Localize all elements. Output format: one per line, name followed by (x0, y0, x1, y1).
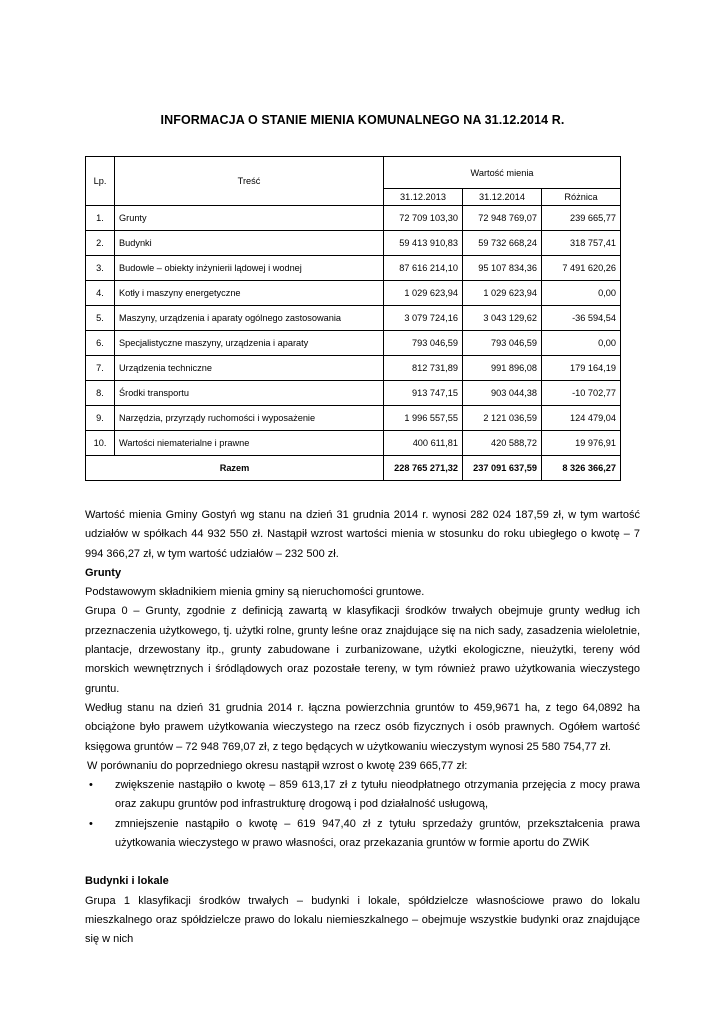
total-roznica: 8 326 366,27 (542, 456, 621, 481)
row-2014: 903 044,38 (463, 381, 542, 406)
row-2013: 913 747,15 (384, 381, 463, 406)
row-lp: 9. (86, 406, 115, 431)
row-tresc: Urządzenia techniczne (115, 356, 384, 381)
table-row (86, 231, 621, 256)
bullet-icon: • (89, 779, 93, 792)
header-2014: 31.12.2014 (463, 189, 542, 206)
change-list (85, 776, 640, 853)
grunty-paragraph-1: Podstawowym składnikiem mienia gminy są nieruchomości gruntowe. (85, 586, 425, 599)
row-lp: 5. (86, 306, 115, 331)
section-heading-grunty: Grunty (85, 566, 122, 579)
row-roznica: 318 757,41 (542, 231, 621, 256)
row-2014: 72 948 769,07 (463, 206, 542, 231)
total-label: Razem (86, 456, 384, 481)
row-tresc: Budynki (115, 231, 384, 256)
intro-paragraph: Wartość mienia Gminy Gostyń wg stanu na dzień 31 grudnia 2014 r. wynosi 282 024 187,59 zł, w tym wartość udziałów w spółkach 44 932 550 zł. Nastąpił wzrost wartości mienia w stosunku do roku ubiegłego o kwotę – 7 994 366,27 zł, w tym wartość udziałów – 232 500 zł. (85, 509, 640, 560)
row-roznica: 124 479,04 (542, 406, 621, 431)
header-lp: Lp. (86, 157, 115, 206)
table-row (86, 331, 621, 356)
row-tresc: Narzędzia, przyrządy ruchomości i wyposażenie (115, 406, 384, 431)
row-2013: 72 709 103,30 (384, 206, 463, 231)
total-2013: 228 765 271,32 (384, 456, 463, 481)
row-2013: 1 996 557,55 (384, 406, 463, 431)
row-lp: 1. (86, 206, 115, 231)
row-2013: 87 616 214,10 (384, 256, 463, 281)
row-lp: 6. (86, 331, 115, 356)
bullet-icon: • (89, 817, 93, 830)
row-roznica: -36 594,54 (542, 306, 621, 331)
row-roznica: 7 491 620,26 (542, 256, 621, 281)
budynki-paragraph-1: Grupa 1 klasyfikacji środków trwałych – budynki i lokale, spółdzielcze własnościowe prawo do lokalu mieszkalnego oraz spółdzielcze prawo do lokalu niemieszkalnego – obejmuje wszystkie budynki oraz znajdujące się w nich (85, 894, 640, 946)
list-item-text: zmniejszenie nastąpiło o kwotę – 619 947,40 zł z tytułu sprzedaży gruntów, przekształcenia prawa użytkowania wieczystego w prawo własności, oraz przekazania gruntów w formie aportu do ZWiK (115, 817, 640, 850)
header-wartosc: Wartość mienia (384, 157, 621, 189)
row-lp: 10. (86, 431, 115, 456)
property-table (85, 156, 621, 481)
table-row (86, 406, 621, 431)
section-heading-budynki: Budynki i lokale (85, 875, 169, 888)
table-row (86, 206, 621, 231)
row-roznica: 0,00 (542, 281, 621, 306)
row-tresc: Wartości niematerialne i prawne (115, 431, 384, 456)
row-2014: 95 107 834,36 (463, 256, 542, 281)
row-roznica: 19 976,91 (542, 431, 621, 456)
header-tresc: Treść (115, 157, 384, 206)
row-2013: 400 611,81 (384, 431, 463, 456)
header-2013: 31.12.2013 (384, 189, 463, 206)
row-tresc: Kotły i maszyny energetyczne (115, 281, 384, 306)
row-lp: 8. (86, 381, 115, 406)
row-2014: 991 896,08 (463, 356, 542, 381)
header-roznica: Różnica (542, 189, 621, 206)
row-tresc: Specjalistyczne maszyny, urządzenia i aparaty (115, 331, 384, 356)
row-2014: 2 121 036,59 (463, 406, 542, 431)
row-tresc: Budowle – obiekty inżynierii lądowej i wodnej (115, 256, 384, 281)
row-lp: 4. (86, 281, 115, 306)
table-row (86, 356, 621, 381)
row-tresc: Maszyny, urządzenia i aparaty ogólnego zastosowania (115, 306, 384, 331)
row-roznica: 179 164,19 (542, 356, 621, 381)
table-row (86, 306, 621, 331)
row-lp: 7. (86, 356, 115, 381)
list-item-text: zwiększenie nastąpiło o kwotę – 859 613,17 zł z tytułu nieodpłatnego otrzymania przejęcia z mocy prawa oraz zakupu gruntów pod infrastrukturę drogową i pod działalność usługową, (115, 779, 640, 811)
row-2013: 793 046,59 (384, 331, 463, 356)
row-roznica: 0,00 (542, 331, 621, 356)
row-2013: 3 079 724,16 (384, 306, 463, 331)
table-row (86, 431, 621, 456)
table-row (86, 281, 621, 306)
page-title: INFORMACJA O STANIE MIENIA KOMUNALNEGO NA 31.12.2014 R. (160, 113, 565, 127)
table-row (86, 381, 621, 406)
row-roznica: -10 702,77 (542, 381, 621, 406)
grunty-paragraph-2: Grupa 0 – Grunty, zgodnie z definicją zawartą w klasyfikacji środków trwałych obejmuje grunty według ich przeznaczenia użytkowego, tj. użytki rolne, grunty leśne oraz znajdujące się na nich sady, zasadzenia wieloletnie, plantacje, drzewostany itp., grunty zabudowane i zurbanizowane, użytki ekologiczne, nieużytki, tereny wód morskich wewnętrznych i śródlądowych oraz pozostałe tereny, w tym również prawo użytkowania wieczystego gruntu. (85, 605, 640, 695)
row-2014: 420 588,72 (463, 431, 542, 456)
list-item (85, 776, 640, 815)
row-tresc: Środki transportu (115, 381, 384, 406)
row-lp: 2. (86, 231, 115, 256)
row-2013: 59 413 910,83 (384, 231, 463, 256)
grunty-paragraph-4: W porównaniu do poprzedniego okresu nastąpił wzrost o kwotę 239 665,77 zł: (87, 759, 468, 772)
total-row (86, 456, 621, 481)
row-tresc: Grunty (115, 206, 384, 231)
row-roznica: 239 665,77 (542, 206, 621, 231)
row-2013: 812 731,89 (384, 356, 463, 381)
document-body (85, 506, 640, 950)
row-2013: 1 029 623,94 (384, 281, 463, 306)
row-lp: 3. (86, 256, 115, 281)
spacer (85, 853, 640, 872)
row-2014: 1 029 623,94 (463, 281, 542, 306)
row-2014: 793 046,59 (463, 331, 542, 356)
row-2014: 59 732 668,24 (463, 231, 542, 256)
total-2014: 237 091 637,59 (463, 456, 542, 481)
list-item (85, 815, 640, 854)
row-2014: 3 043 129,62 (463, 306, 542, 331)
table-row (86, 256, 621, 281)
grunty-paragraph-3: Według stanu na dzień 31 grudnia 2014 r. łączna powierzchnia gruntów to 459,9671 ha, z tego 64,0892 ha obciążone było prawem użytkowania wieczystego na rzecz osób fizycznych i osób prawnych. Ogółem wartość księgowa gruntów – 72 948 769,07 zł, z tego będących w użytkowaniu wieczystym wynosi 25 580 754,77 zł. (85, 701, 640, 753)
